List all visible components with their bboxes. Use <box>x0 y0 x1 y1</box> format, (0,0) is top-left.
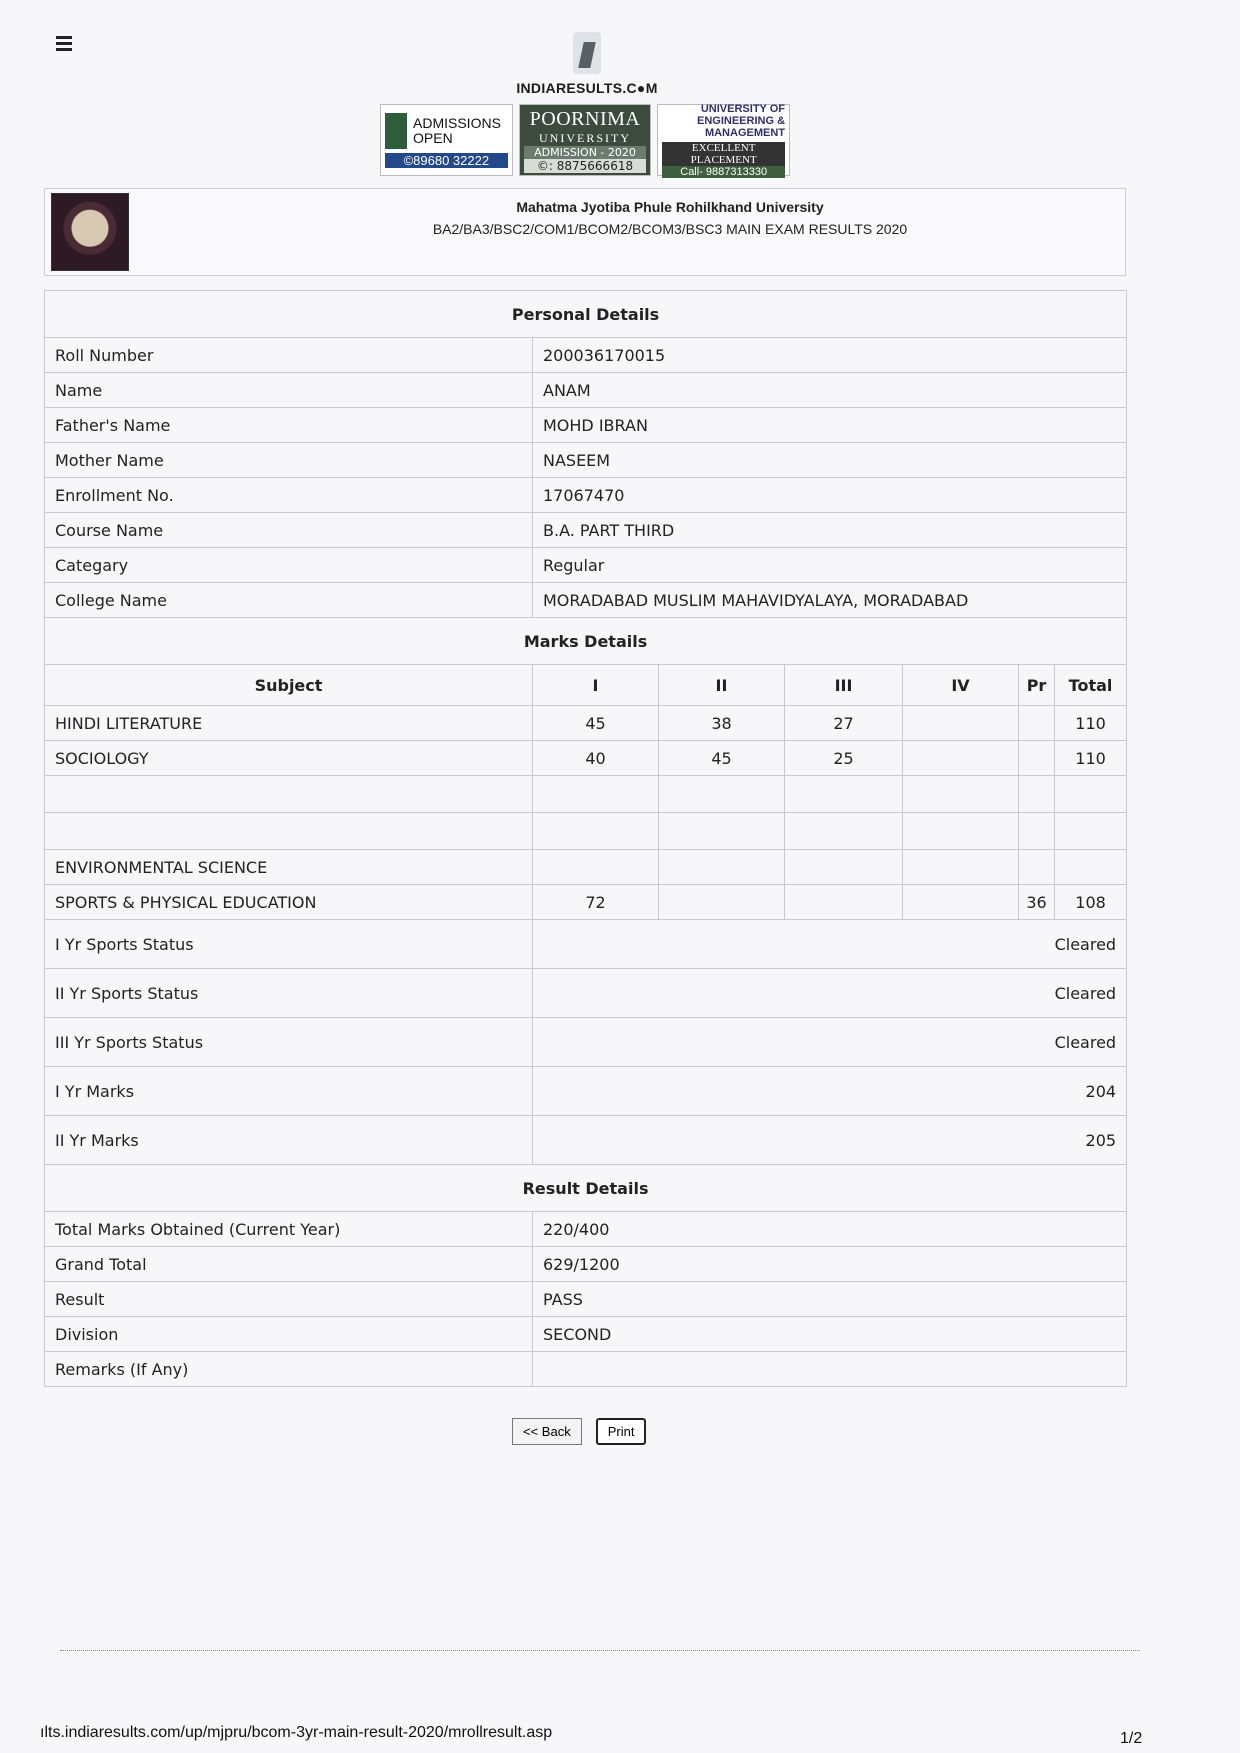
status-value: 204 <box>533 1067 1127 1116</box>
field-label: Grand Total <box>45 1247 533 1282</box>
ad-line: ENGINEERING & <box>697 114 786 127</box>
ad-banner-poornima[interactable] <box>519 104 652 176</box>
university-name: Mahatma Jyotiba Phule Rohilkhand University <box>516 199 824 215</box>
table-row <box>45 1352 1127 1387</box>
status-label: II Yr Marks <box>45 1116 533 1165</box>
marks-cell <box>903 813 1019 850</box>
ad-line: UNIVERSITY <box>539 130 631 145</box>
marks-cell: 45 <box>659 741 785 776</box>
subject-cell: SPORTS & PHYSICAL EDUCATION <box>45 885 533 920</box>
subject-cell: SOCIOLOGY <box>45 741 533 776</box>
column-header: II <box>659 665 785 706</box>
marks-row <box>45 813 1127 850</box>
field-value: 17067470 <box>533 478 1127 513</box>
field-value: MORADABAD MUSLIM MAHAVIDYALAYA, MORADABAD <box>533 583 1127 618</box>
marks-cell <box>1019 741 1055 776</box>
table-row <box>45 1212 1127 1247</box>
status-value: Cleared <box>533 969 1127 1018</box>
personal-details-heading: Personal Details <box>45 291 1127 338</box>
status-value: Cleared <box>533 1018 1127 1067</box>
total-cell: 108 <box>1055 885 1127 920</box>
table-row <box>45 408 1127 443</box>
marks-cell <box>903 741 1019 776</box>
status-label: I Yr Marks <box>45 1067 533 1116</box>
field-value <box>533 1352 1127 1387</box>
result-table <box>44 290 1127 1387</box>
marks-cell: 40 <box>533 741 659 776</box>
exam-title: BA2/BA3/BSC2/COM1/BCOM2/BCOM3/BSC3 MAIN EXAM RESULTS 2020 <box>432 221 908 237</box>
marks-details-heading: Marks Details <box>45 618 1127 665</box>
total-cell <box>1055 776 1127 813</box>
marks-row <box>45 776 1127 813</box>
field-label: Categary <box>45 548 533 583</box>
marks-cell: 45 <box>533 706 659 741</box>
ad-line: MANAGEMENT <box>704 126 786 139</box>
status-row <box>45 969 1127 1018</box>
marks-cell: 72 <box>533 885 659 920</box>
marks-cell <box>533 850 659 885</box>
field-value: MOHD IBRAN <box>533 408 1127 443</box>
column-header: Subject <box>45 665 533 706</box>
marks-cell <box>1019 850 1055 885</box>
ad-phone: Call- 9887313330 <box>662 166 785 178</box>
ad-line: ADMISSION - 2020 <box>524 146 647 159</box>
marks-cell <box>1019 813 1055 850</box>
ad-line: POORNIMA <box>529 107 641 130</box>
table-row <box>45 513 1127 548</box>
field-label: Roll Number <box>45 338 533 373</box>
field-value: Regular <box>533 548 1127 583</box>
marks-cell <box>659 813 785 850</box>
table-row <box>45 338 1127 373</box>
field-label: College Name <box>45 583 533 618</box>
marks-cell <box>533 776 659 813</box>
status-label: I Yr Sports Status <box>45 920 533 969</box>
table-row <box>45 1247 1127 1282</box>
menu-icon[interactable] <box>56 36 72 54</box>
marks-cell: 38 <box>659 706 785 741</box>
field-label: Result <box>45 1282 533 1317</box>
table-row <box>45 548 1127 583</box>
table-row <box>45 373 1127 408</box>
page-url: ılts.indiaresults.com/up/mjpru/bcom-3yr-main-result-2020/mrollresult.asp <box>40 1724 553 1741</box>
field-value: PASS <box>533 1282 1127 1317</box>
table-row <box>45 443 1127 478</box>
site-logo[interactable] <box>512 30 662 94</box>
status-row <box>45 1067 1127 1116</box>
subject-cell <box>45 776 533 813</box>
total-cell: 110 <box>1055 741 1127 776</box>
field-value: 220/400 <box>533 1212 1127 1247</box>
column-header: III <box>785 665 903 706</box>
print-button[interactable]: Print <box>596 1418 647 1445</box>
university-header <box>44 188 1126 276</box>
ad-banner-engineering[interactable] <box>657 104 790 176</box>
column-header: Total <box>1055 665 1127 706</box>
marks-cell <box>659 885 785 920</box>
total-cell: 110 <box>1055 706 1127 741</box>
marks-cell <box>903 850 1019 885</box>
back-button[interactable]: << Back <box>512 1418 582 1445</box>
college-badge-icon <box>385 113 407 149</box>
subject-cell <box>45 813 533 850</box>
field-value: B.A. PART THIRD <box>533 513 1127 548</box>
marks-header-row <box>45 665 1127 706</box>
table-row <box>45 1317 1127 1352</box>
ad-phone: ©: 8875666618 <box>524 159 647 173</box>
marks-row <box>45 706 1127 741</box>
marks-cell <box>1019 776 1055 813</box>
field-label: Division <box>45 1317 533 1352</box>
ad-line: ADMISSIONS <box>413 114 501 131</box>
footer-divider <box>60 1650 1140 1651</box>
ad-line: UNIVERSITY OF <box>700 102 786 115</box>
marks-row <box>45 741 1127 776</box>
result-details-heading: Result Details <box>45 1165 1127 1212</box>
ad-banners <box>380 104 790 176</box>
total-cell <box>1055 813 1127 850</box>
marks-cell <box>659 776 785 813</box>
field-value: ANAM <box>533 373 1127 408</box>
field-value: SECOND <box>533 1317 1127 1352</box>
marks-cell <box>1019 706 1055 741</box>
ad-banner-admissions[interactable] <box>380 104 513 176</box>
field-label: Course Name <box>45 513 533 548</box>
ad-line: EXCELLENT PLACEMENT <box>662 142 785 166</box>
marks-cell <box>785 776 903 813</box>
field-value: 200036170015 <box>533 338 1127 373</box>
marks-cell: 25 <box>785 741 903 776</box>
marks-cell <box>533 813 659 850</box>
table-row <box>45 1282 1127 1317</box>
ad-line: OPEN <box>413 129 453 146</box>
field-label: Enrollment No. <box>45 478 533 513</box>
site-logo-text: INDIARESULTS.C●M <box>516 80 658 96</box>
marks-cell <box>785 813 903 850</box>
action-buttons <box>512 1418 646 1445</box>
marks-cell <box>903 776 1019 813</box>
field-label: Mother Name <box>45 443 533 478</box>
subject-cell: ENVIRONMENTAL SCIENCE <box>45 850 533 885</box>
column-header: Pr <box>1019 665 1055 706</box>
status-value: Cleared <box>533 920 1127 969</box>
page-number: 1/2 <box>1120 1730 1143 1747</box>
field-label: Total Marks Obtained (Current Year) <box>45 1212 533 1247</box>
table-row <box>45 478 1127 513</box>
column-header: IV <box>903 665 1019 706</box>
marks-cell <box>785 885 903 920</box>
total-cell <box>1055 850 1127 885</box>
status-label: II Yr Sports Status <box>45 969 533 1018</box>
status-row <box>45 1018 1127 1067</box>
column-header: I <box>533 665 659 706</box>
status-value: 205 <box>533 1116 1127 1165</box>
marks-cell <box>903 885 1019 920</box>
logo-mark-icon <box>573 32 601 74</box>
field-label: Father's Name <box>45 408 533 443</box>
status-row <box>45 920 1127 969</box>
field-value: NASEEM <box>533 443 1127 478</box>
status-row <box>45 1116 1127 1165</box>
marks-cell <box>785 850 903 885</box>
marks-row <box>45 885 1127 920</box>
marks-cell <box>659 850 785 885</box>
ad-phone: ©89680 32222 <box>385 153 508 168</box>
marks-cell: 36 <box>1019 885 1055 920</box>
field-label: Name <box>45 373 533 408</box>
table-row <box>45 583 1127 618</box>
marks-row <box>45 850 1127 885</box>
field-value: 629/1200 <box>533 1247 1127 1282</box>
subject-cell: HINDI LITERATURE <box>45 706 533 741</box>
marks-cell <box>903 706 1019 741</box>
marks-cell: 27 <box>785 706 903 741</box>
status-label: III Yr Sports Status <box>45 1018 533 1067</box>
field-label: Remarks (If Any) <box>45 1352 533 1387</box>
